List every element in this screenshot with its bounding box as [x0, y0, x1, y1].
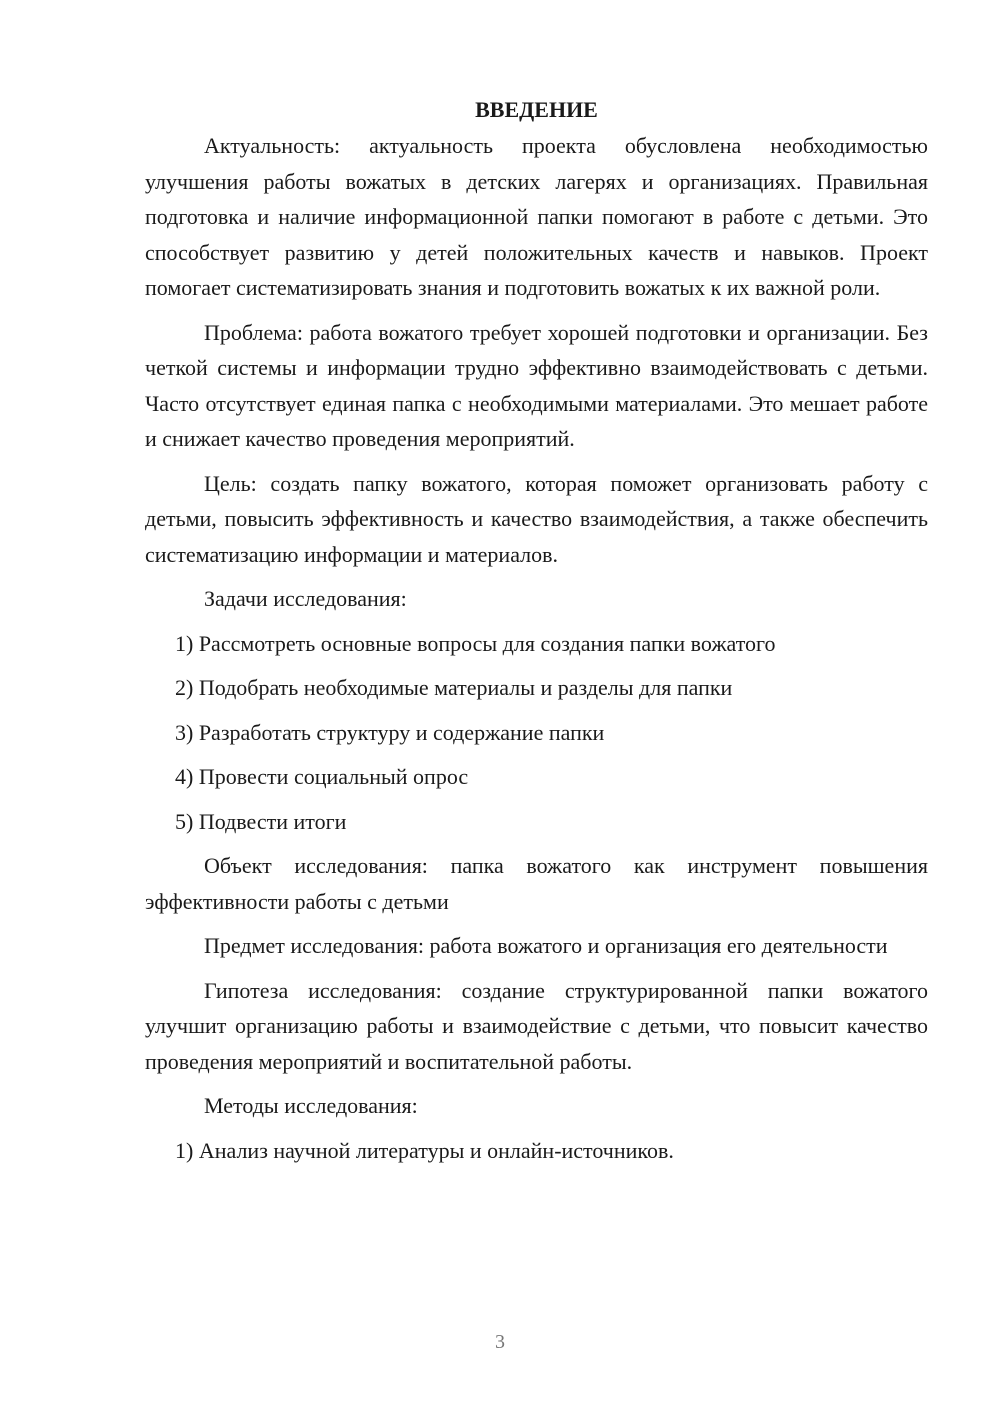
task-item-5: 5) Подвести итоги — [175, 808, 347, 834]
task-item-2: 2) Подобрать необходимые материалы и разделы для папки — [175, 675, 733, 700]
section-title: ВВЕДЕНИЕ — [475, 97, 598, 122]
page-content — [145, 92, 928, 1168]
tasks-heading: Задачи исследования: — [204, 586, 407, 611]
task-item-3: 3) Разработать структуру и содержание папки — [175, 719, 605, 745]
problem-paragraph: Проблема: работа вожатого требует хорошей подготовки и организации. Без четкой системы и информации трудно эффективно взаимодействовать с детьми. Часто отсутствует единая папка с необходимыми материалами. Это мешает работе и снижает качество проведения мероприятий. — [145, 319, 928, 451]
page-number: 3 — [495, 1331, 505, 1353]
hypothesis-paragraph: Гипотеза исследования: создание структурированной папки вожатого улучшит организацию работы и взаимодействие с детьми, что повысит качество проведения мероприятий и воспитательной работы. — [145, 977, 928, 1074]
object-paragraph: Объект исследования: папка вожатого как инструмент повышения эффективности работы с детьми — [145, 853, 928, 914]
task-item-1: 1) Рассмотреть основные вопросы для создания папки вожатого — [175, 630, 776, 656]
goal-paragraph: Цель: создать папку вожатого, которая поможет организовать работу с детьми, повысить эффективность и качество взаимодействия, а также обеспечить систематизацию информации и материалов. — [145, 470, 928, 567]
methods-heading: Методы исследования: — [204, 1093, 418, 1118]
task-item-4: 4) Провести социальный опрос — [175, 764, 469, 789]
relevance-paragraph: Актуальность: актуальность проекта обусловлена необходимостью улучшения работы вожатых в детских лагерях и организациях. Правильная подготовка и наличие информационной папки помогают в работе с детьми. Это способствует развитию у детей положительных качеств и навыков. Проект помогает систематизировать знания и подготовить вожатых к их важной роли. — [145, 133, 928, 300]
method-item-1: 1) Анализ научной литературы и онлайн-источников. — [175, 1137, 674, 1163]
subject-paragraph: Предмет исследования: работа вожатого и организация его деятельности — [204, 933, 888, 958]
